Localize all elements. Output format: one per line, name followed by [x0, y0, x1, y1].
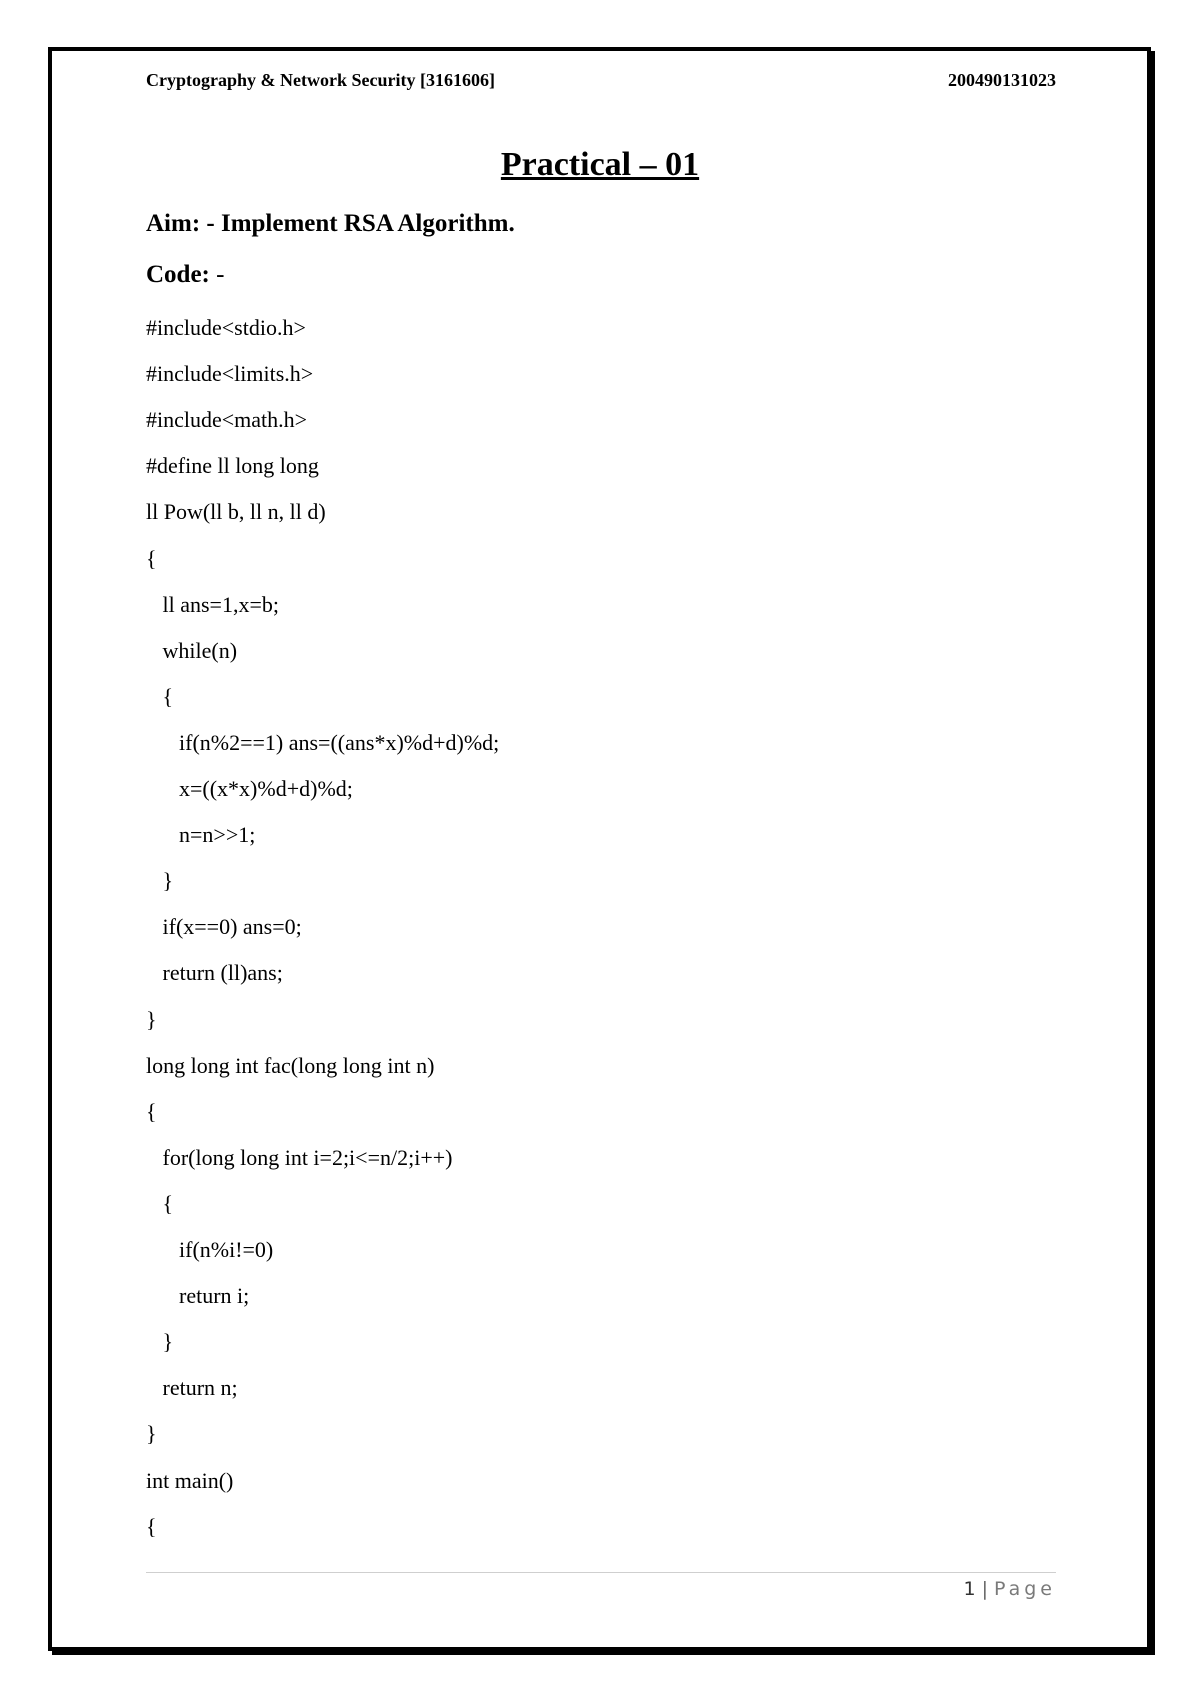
code-line: } — [146, 868, 174, 894]
code-heading — [146, 261, 224, 289]
code-line: return (ll)ans; — [146, 960, 283, 986]
code-line: for(long long int i=2;i<=n/2;i++) — [146, 1144, 453, 1170]
code-line: ll ans=1,x=b; — [146, 591, 279, 617]
page-header — [146, 70, 1056, 91]
page-footer — [146, 1578, 1056, 1600]
practical-title: Practical – 01 — [500, 146, 700, 183]
aim-statement: Aim: - Implement RSA Algorithm. — [146, 210, 515, 237]
code-line: n=n>>1; — [146, 822, 256, 848]
code-line: if(x==0) ans=0; — [146, 914, 302, 940]
code-line: return i; — [146, 1283, 250, 1309]
code-line: { — [146, 1190, 174, 1216]
code-line: if(n%i!=0) — [146, 1237, 274, 1262]
code-line: #include<math.h> — [146, 407, 308, 433]
code-line: #define ll long long — [146, 453, 319, 479]
code-line: #include<limits.h> — [146, 361, 314, 387]
code-line: int main() — [146, 1467, 234, 1493]
code-line: { — [146, 1513, 157, 1539]
code-line: #include<stdio.h> — [146, 315, 306, 340]
footer-separator: | — [981, 1578, 988, 1600]
code-heading-label: Code: — [146, 261, 210, 288]
code-line: long long int fac(long long int n) — [146, 1052, 435, 1078]
code-line: x=((x*x)%d+d)%d; — [146, 776, 353, 801]
page-number: 1 — [963, 1578, 976, 1600]
code-line: } — [146, 1421, 157, 1447]
code-line: { — [146, 545, 157, 571]
code-line: while(n) — [146, 637, 238, 663]
code-line: ll Pow(ll b, ll n, ll d) — [146, 499, 326, 525]
code-line: } — [146, 1329, 174, 1355]
code-line: if(n%2==1) ans=((ans*x)%d+d)%d; — [146, 729, 500, 755]
code-line: return n; — [146, 1375, 238, 1401]
code-heading-suffix: - — [209, 261, 225, 288]
footer-divider — [146, 1572, 1056, 1573]
course-title: Cryptography & Network Security [3161606] — [146, 70, 495, 90]
enrollment-number: 200490131023 — [948, 70, 1056, 90]
code-line: } — [146, 1006, 157, 1032]
code-line: { — [146, 1098, 157, 1124]
code-line: { — [146, 683, 174, 709]
page-label: Page — [994, 1578, 1056, 1600]
